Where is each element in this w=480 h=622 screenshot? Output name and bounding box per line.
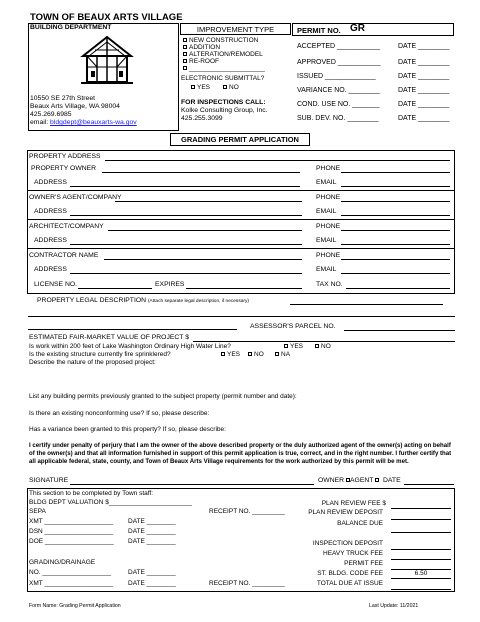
contractor-address-input[interactable] <box>70 273 302 274</box>
architect-address-label: ADDRESS <box>34 237 67 244</box>
grading-xmt-field[interactable]: XMT ___________________ <box>29 580 114 587</box>
balance-due-input[interactable] <box>391 525 451 533</box>
grading-no-field[interactable]: NO. ___________________ <box>29 569 112 576</box>
sub-dev-field[interactable]: SUB. DEV. NO. ________ <box>297 115 379 122</box>
inspections-company: Kolke Consulting Group, Inc. <box>181 107 268 114</box>
grading-drainage-label: GRADING/DRAINAGE <box>29 559 96 566</box>
staff-section-header: This section to be completed by Town staff: <box>29 490 154 497</box>
assessor-parcel-input[interactable] <box>344 330 455 331</box>
signature-date-input[interactable] <box>404 484 454 485</box>
fair-market-input[interactable] <box>193 341 455 342</box>
property-owner-phone-input[interactable] <box>341 172 450 173</box>
legal-description-line-2[interactable] <box>28 316 455 317</box>
architect-address-input[interactable] <box>70 244 302 245</box>
tax-label: TAX NO. <box>316 281 343 288</box>
water-line-yes-checkbox[interactable]: YES <box>284 344 303 351</box>
water-line-question: Is work within 200 feet of Lake Washington Ordinary High Water Line? <box>29 343 231 350</box>
contractor-phone-label: PHONE <box>316 252 341 259</box>
tax-input[interactable] <box>346 288 450 289</box>
footer-last-update: Last Update: 11/2021 <box>369 603 419 609</box>
property-owner-address-input[interactable] <box>70 186 300 187</box>
town-name: TOWN OF BEAUX ARTS VILLAGE <box>30 12 183 23</box>
legal-description-note: (Attach separate legal description, if necessary) <box>147 299 249 304</box>
department-address-line1: 10550 SE 27th Street <box>30 95 95 102</box>
sepa-doe-date-field[interactable]: DATE ________ <box>128 538 176 545</box>
department-email-row <box>30 120 137 127</box>
heavy-truck-fee-input[interactable] <box>391 552 451 560</box>
improvement-option-new-construction[interactable]: NEW CONSTRUCTION <box>183 38 258 45</box>
sepa-xmt-field[interactable]: XMT ___________________ <box>29 518 114 525</box>
describe-project-input[interactable] <box>28 369 455 391</box>
owners-agent-address-input[interactable] <box>70 215 302 216</box>
heavy-truck-fee-label: HEAVY TRUCK FEE <box>323 550 383 557</box>
approved-date-field[interactable]: DATE ________ <box>398 59 450 66</box>
issued-date-field[interactable]: DATE ________ <box>398 73 450 80</box>
variance-date-field[interactable]: DATE ________ <box>398 87 450 94</box>
variance-question-input[interactable] <box>28 435 455 441</box>
improvement-option-other[interactable]: _____________________ <box>183 66 265 73</box>
accepted-date-field[interactable]: DATE ________ <box>398 43 450 50</box>
plan-review-fee-input[interactable] <box>391 501 451 509</box>
electronic-yes-checkbox[interactable]: YES <box>191 85 210 92</box>
department-address-line2: Beaux Arts Village, WA 98004 <box>30 103 120 110</box>
department-name: BUILDING DEPARTMENT <box>30 24 112 31</box>
property-owner-email-input[interactable] <box>341 186 450 187</box>
sub-dev-date-field[interactable]: DATE ________ <box>398 115 450 122</box>
describe-project-label: Describe the nature of the proposed project: <box>29 359 156 366</box>
department-phone: 425.269.6985 <box>30 111 72 118</box>
contractor-label: CONTRACTOR NAME <box>29 252 99 259</box>
permit-number-label: PERMIT NO. <box>297 25 341 35</box>
assessor-parcel-label: ASSESSOR'S PARCEL NO. <box>250 323 336 330</box>
email-link[interactable]: bldgdept@beauxarts-wa.gov <box>50 119 137 126</box>
plan-review-deposit-label: PLAN REVIEW DEPOSIT <box>308 509 383 516</box>
improvement-option-alteration[interactable]: ALTERATION/REMODEL <box>183 52 263 59</box>
improvement-option-reroof[interactable]: RE-ROOF <box>183 59 219 66</box>
sepa-xmt-date-field[interactable]: DATE ________ <box>128 518 176 525</box>
electronic-no-checkbox[interactable]: NO <box>223 85 239 92</box>
legal-description-input[interactable] <box>290 304 443 305</box>
fair-market-label: ESTIMATED FAIR-MARKET VALUE OF PROJECT $ <box>29 334 190 341</box>
variance-question-label: Has a variance been granted to this property? If so, please describe: <box>29 426 226 433</box>
improvement-type-title: IMPROVEMENT TYPE <box>196 24 275 34</box>
property-owner-address-label: ADDRESS <box>34 179 67 186</box>
inspections-label: FOR INSPECTIONS CALL: <box>181 99 266 106</box>
license-input[interactable] <box>78 288 152 289</box>
signature-label: SIGNATURE <box>29 477 69 484</box>
architect-label: ARCHITECT/COMPANY <box>29 223 104 230</box>
architect-email-label: EMAIL <box>316 237 337 244</box>
sepa-dsn-field[interactable]: DSN ___________________ <box>29 528 114 535</box>
permit-number-prefix: GR <box>350 23 365 34</box>
owners-agent-address-label: ADDRESS <box>34 208 67 215</box>
owners-agent-phone-input[interactable] <box>341 201 450 202</box>
property-address-label: PROPERTY ADDRESS <box>29 153 101 160</box>
grading-xmt-date-field[interactable]: DATE ________ <box>128 580 176 587</box>
improvement-option-addition[interactable]: ADDITION <box>183 45 220 52</box>
expires-label: EXPIRES <box>155 281 185 288</box>
issued-field[interactable]: ISSUED _____________ <box>297 73 376 80</box>
signature-input[interactable] <box>70 484 314 485</box>
balance-due-label: BALANCE DUE <box>337 520 383 527</box>
signature-date-label: DATE <box>383 477 401 484</box>
sprinkler-question: Is the existing structure currently fire sprinklered? <box>29 351 171 358</box>
contractor-input[interactable] <box>104 259 302 260</box>
owners-agent-phone-label: PHONE <box>316 194 341 201</box>
permit-fee-label: PERMIT FEE <box>344 560 383 567</box>
architect-phone-label: PHONE <box>316 223 341 230</box>
contractor-address-label: ADDRESS <box>34 266 67 273</box>
sprinkler-no-checkbox[interactable]: NO <box>248 352 264 359</box>
plan-review-deposit-input[interactable] <box>391 512 451 520</box>
nonconforming-label: Is there an existing nonconforming use? If so, please describe: <box>29 410 210 417</box>
form-title: GRADING PERMIT APPLICATION <box>181 135 299 144</box>
sprinkler-na-checkbox[interactable]: NA <box>275 352 290 359</box>
legal-description-row <box>37 298 249 305</box>
sprinkler-yes-checkbox[interactable]: YES <box>221 352 240 359</box>
inspections-phone: 425.255.3099 <box>181 115 223 122</box>
town-logo-icon <box>79 34 135 86</box>
approved-field[interactable]: APPROVED ___________ <box>297 59 381 66</box>
bldg-dept-valuation-field[interactable]: BLDG DEPT VALUATION $_______________________ <box>29 499 192 506</box>
footer-form-name: Form Name: Grading Permit Application <box>29 603 121 609</box>
sepa-dsn-date-field[interactable]: DATE ________ <box>128 528 176 535</box>
property-address-input[interactable] <box>105 160 450 161</box>
signature-owner-checkbox[interactable]: OWNER <box>318 478 352 485</box>
inspection-deposit-input[interactable] <box>391 542 451 550</box>
property-owner-email-label: EMAIL <box>316 179 337 186</box>
email-label: email: <box>30 119 49 126</box>
property-owner-label: PROPERTY OWNER <box>31 165 97 172</box>
permit-fee-input[interactable] <box>391 562 451 570</box>
water-line-no-checkbox[interactable]: NO <box>315 344 331 351</box>
accepted-field[interactable]: ACCEPTED ___________ <box>297 43 380 50</box>
cond-use-field[interactable]: COND. USE NO. _______ <box>297 101 380 108</box>
architect-input[interactable] <box>108 230 302 231</box>
sepa-label: SEPA <box>29 508 46 515</box>
grading-no-date-field[interactable]: DATE ________ <box>128 569 176 576</box>
owners-agent-email-label: EMAIL <box>316 208 337 215</box>
total-due-input[interactable] <box>391 582 451 590</box>
contractor-email-label: EMAIL <box>316 266 337 273</box>
owners-agent-label: OWNER'S AGENT/COMPANY <box>29 194 122 201</box>
contractor-email-input[interactable] <box>341 273 450 274</box>
license-label: LICENSE NO. <box>34 281 78 288</box>
legal-description-label: PROPERTY LEGAL DESCRIPTION <box>37 297 147 304</box>
st-bldg-code-fee-value: 6.50 <box>391 571 451 579</box>
sepa-doe-field[interactable]: DOE ___________________ <box>29 538 114 545</box>
cond-use-date-field[interactable]: DATE ________ <box>398 101 450 108</box>
grading-receipt-field[interactable]: RECEIPT NO. _________ <box>209 580 285 587</box>
plan-review-fee-label: PLAN REVIEW FEE $ <box>321 500 386 507</box>
inspection-deposit-label: INSPECTION DEPOSIT <box>312 540 383 547</box>
property-owner-input[interactable] <box>102 172 300 173</box>
expires-input[interactable] <box>186 288 302 289</box>
architect-phone-input[interactable] <box>341 230 450 231</box>
certification-statement: I certify under penalty of perjury that I am the owner of the above described property or the duly authorized agent of the owner(s) acting on behalf of the owner(s) and that all information furnished in support of this permit application is true, correct, and in the right number. I further certify that all applicable federal, state, county, and Town of Beaux Arts Village requirements for the work authorized by this permit will be met. <box>29 442 452 465</box>
property-owner-phone-label: PHONE <box>316 165 341 172</box>
st-bldg-code-fee-label: ST. BLDG. CODE FEE <box>317 570 383 577</box>
electronic-submittal-label: ELECTRONIC SUBMITTAL? <box>181 75 265 82</box>
total-due-label: TOTAL DUE AT ISSUE <box>316 580 383 587</box>
owners-agent-email-input[interactable] <box>341 215 450 216</box>
variance-field[interactable]: VARIANCE NO. ________ <box>297 87 380 94</box>
owners-agent-input[interactable] <box>115 201 302 202</box>
previous-permits-label: List any building permits previously granted to the subject property (permit number and date): <box>29 393 297 400</box>
legal-description-line-3[interactable] <box>28 329 237 330</box>
previous-permits-input[interactable] <box>28 402 455 410</box>
contractor-phone-input[interactable] <box>341 259 450 260</box>
architect-email-input[interactable] <box>341 244 450 245</box>
signature-agent-checkbox[interactable]: AGENT <box>350 478 381 485</box>
sepa-receipt-field[interactable]: RECEIPT NO. _________ <box>209 508 285 515</box>
